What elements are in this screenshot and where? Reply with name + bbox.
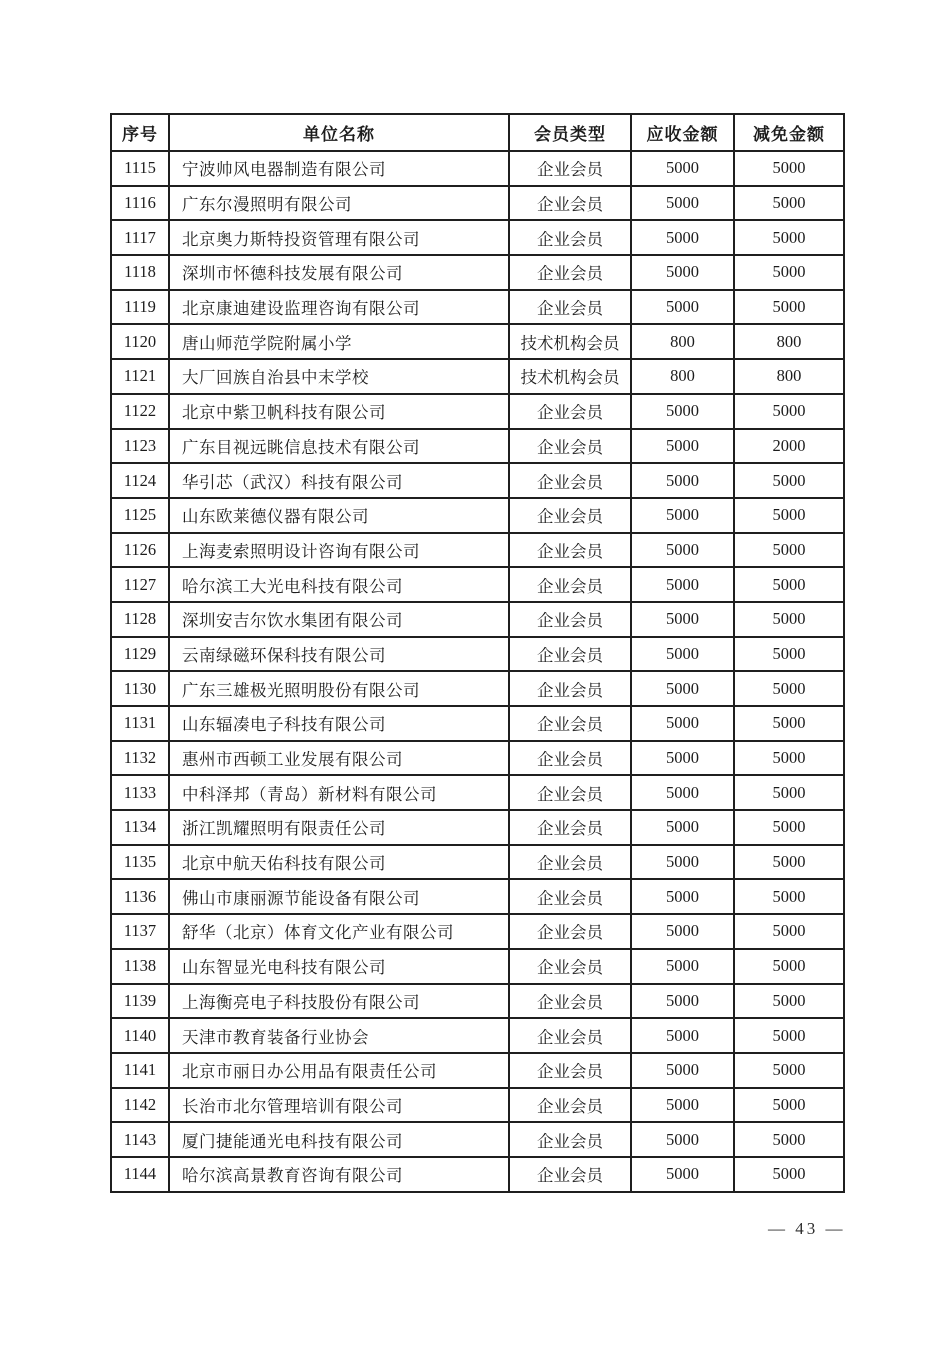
table-row [111, 290, 844, 325]
cell-unit-name: 北京康迪建设监理咨询有限公司 [169, 290, 509, 325]
cell-serial: 1119 [111, 290, 169, 325]
cell-receivable: 5000 [631, 706, 734, 741]
table-row [111, 255, 844, 290]
table-row [111, 463, 844, 498]
table-row [111, 429, 844, 464]
cell-reduction: 5000 [734, 220, 844, 255]
col-header-reduction: 减免金额 [734, 114, 844, 151]
cell-reduction: 5000 [734, 1122, 844, 1157]
cell-serial: 1123 [111, 429, 169, 464]
cell-reduction: 5000 [734, 151, 844, 186]
cell-unit-name: 广东三雄极光照明股份有限公司 [169, 671, 509, 706]
page-number: — 43 — [768, 1219, 846, 1238]
cell-receivable: 5000 [631, 637, 734, 672]
table-row [111, 879, 844, 914]
cell-receivable: 5000 [631, 879, 734, 914]
cell-unit-name: 山东辐凑电子科技有限公司 [169, 706, 509, 741]
cell-serial: 1144 [111, 1157, 169, 1192]
table-row [111, 359, 844, 394]
cell-serial: 1132 [111, 741, 169, 776]
cell-serial: 1137 [111, 914, 169, 949]
cell-serial: 1125 [111, 498, 169, 533]
cell-reduction: 5000 [734, 602, 844, 637]
table-row [111, 949, 844, 984]
cell-receivable: 5000 [631, 1018, 734, 1053]
cell-reduction: 5000 [734, 567, 844, 602]
cell-receivable: 5000 [631, 255, 734, 290]
cell-member-type: 企业会员 [509, 706, 631, 741]
cell-member-type: 企业会员 [509, 775, 631, 810]
cell-reduction: 5000 [734, 1157, 844, 1192]
cell-reduction: 5000 [734, 706, 844, 741]
cell-receivable: 5000 [631, 810, 734, 845]
cell-reduction: 5000 [734, 984, 844, 1019]
cell-unit-name: 北京中航天佑科技有限公司 [169, 845, 509, 880]
cell-member-type: 企业会员 [509, 1018, 631, 1053]
col-header-receivable: 应收金额 [631, 114, 734, 151]
cell-member-type: 企业会员 [509, 1088, 631, 1123]
cell-serial: 1128 [111, 602, 169, 637]
cell-member-type: 企业会员 [509, 290, 631, 325]
cell-reduction: 5000 [734, 637, 844, 672]
cell-receivable: 5000 [631, 602, 734, 637]
col-header-serial: 序号 [111, 114, 169, 151]
cell-unit-name: 惠州市西顿工业发展有限公司 [169, 741, 509, 776]
cell-member-type: 企业会员 [509, 984, 631, 1019]
member-fee-table [110, 113, 845, 1193]
cell-reduction: 5000 [734, 1053, 844, 1088]
cell-receivable: 5000 [631, 290, 734, 325]
cell-serial: 1135 [111, 845, 169, 880]
table-row [111, 567, 844, 602]
table-row [111, 1088, 844, 1123]
table-row [111, 324, 844, 359]
cell-unit-name: 哈尔滨高景教育咨询有限公司 [169, 1157, 509, 1192]
cell-reduction: 5000 [734, 186, 844, 221]
cell-member-type: 企业会员 [509, 220, 631, 255]
col-header-unit-name: 单位名称 [169, 114, 509, 151]
cell-reduction: 5000 [734, 810, 844, 845]
cell-member-type: 企业会员 [509, 151, 631, 186]
cell-unit-name: 中科泽邦（青岛）新材料有限公司 [169, 775, 509, 810]
cell-receivable: 5000 [631, 741, 734, 776]
cell-reduction: 5000 [734, 775, 844, 810]
table-row [111, 775, 844, 810]
cell-member-type: 技术机构会员 [509, 324, 631, 359]
cell-unit-name: 宁波帅风电器制造有限公司 [169, 151, 509, 186]
cell-unit-name: 厦门捷能通光电科技有限公司 [169, 1122, 509, 1157]
cell-unit-name: 大厂回族自治县中末学校 [169, 359, 509, 394]
col-header-member-type: 会员类型 [509, 114, 631, 151]
cell-unit-name: 深圳安吉尔饮水集团有限公司 [169, 602, 509, 637]
cell-member-type: 企业会员 [509, 1122, 631, 1157]
cell-receivable: 5000 [631, 567, 734, 602]
cell-serial: 1136 [111, 879, 169, 914]
cell-receivable: 5000 [631, 151, 734, 186]
cell-receivable: 5000 [631, 984, 734, 1019]
cell-member-type: 企业会员 [509, 186, 631, 221]
cell-unit-name: 浙江凯耀照明有限责任公司 [169, 810, 509, 845]
cell-reduction: 5000 [734, 845, 844, 880]
table-row [111, 914, 844, 949]
cell-unit-name: 深圳市怀德科技发展有限公司 [169, 255, 509, 290]
table-row [111, 741, 844, 776]
cell-member-type: 企业会员 [509, 463, 631, 498]
cell-serial: 1141 [111, 1053, 169, 1088]
cell-receivable: 800 [631, 359, 734, 394]
cell-unit-name: 哈尔滨工大光电科技有限公司 [169, 567, 509, 602]
cell-member-type: 企业会员 [509, 741, 631, 776]
table-row [111, 1157, 844, 1192]
cell-member-type: 企业会员 [509, 429, 631, 464]
cell-serial: 1118 [111, 255, 169, 290]
cell-member-type: 企业会员 [509, 567, 631, 602]
cell-receivable: 5000 [631, 671, 734, 706]
cell-unit-name: 北京中紫卫帆科技有限公司 [169, 394, 509, 429]
cell-unit-name: 华引芯（武汉）科技有限公司 [169, 463, 509, 498]
cell-serial: 1115 [111, 151, 169, 186]
table-row [111, 394, 844, 429]
cell-receivable: 5000 [631, 914, 734, 949]
cell-receivable: 5000 [631, 498, 734, 533]
cell-reduction: 2000 [734, 429, 844, 464]
table-row [111, 984, 844, 1019]
cell-member-type: 企业会员 [509, 637, 631, 672]
cell-unit-name: 长治市北尔管理培训有限公司 [169, 1088, 509, 1123]
cell-unit-name: 广东目视远眺信息技术有限公司 [169, 429, 509, 464]
table-row [111, 220, 844, 255]
cell-unit-name: 山东智显光电科技有限公司 [169, 949, 509, 984]
cell-serial: 1139 [111, 984, 169, 1019]
cell-serial: 1126 [111, 533, 169, 568]
cell-member-type: 企业会员 [509, 498, 631, 533]
cell-reduction: 5000 [734, 671, 844, 706]
table-row [111, 1053, 844, 1088]
table-row [111, 706, 844, 741]
table-row [111, 845, 844, 880]
cell-reduction: 5000 [734, 1088, 844, 1123]
cell-receivable: 5000 [631, 1122, 734, 1157]
cell-unit-name: 山东欧莱德仪器有限公司 [169, 498, 509, 533]
cell-serial: 1121 [111, 359, 169, 394]
cell-reduction: 5000 [734, 463, 844, 498]
cell-unit-name: 北京市丽日办公用品有限责任公司 [169, 1053, 509, 1088]
cell-member-type: 企业会员 [509, 1157, 631, 1192]
cell-serial: 1140 [111, 1018, 169, 1053]
cell-member-type: 企业会员 [509, 949, 631, 984]
cell-member-type: 企业会员 [509, 879, 631, 914]
cell-receivable: 5000 [631, 775, 734, 810]
cell-receivable: 5000 [631, 845, 734, 880]
cell-reduction: 5000 [734, 879, 844, 914]
cell-receivable: 5000 [631, 949, 734, 984]
table-row [111, 671, 844, 706]
cell-reduction: 5000 [734, 498, 844, 533]
cell-receivable: 800 [631, 324, 734, 359]
cell-member-type: 企业会员 [509, 845, 631, 880]
cell-member-type: 技术机构会员 [509, 359, 631, 394]
cell-reduction: 5000 [734, 533, 844, 568]
table-row [111, 1122, 844, 1157]
cell-member-type: 企业会员 [509, 533, 631, 568]
cell-reduction: 5000 [734, 914, 844, 949]
cell-serial: 1134 [111, 810, 169, 845]
cell-reduction: 5000 [734, 290, 844, 325]
cell-serial: 1127 [111, 567, 169, 602]
cell-receivable: 5000 [631, 1053, 734, 1088]
cell-serial: 1133 [111, 775, 169, 810]
table-row [111, 186, 844, 221]
cell-reduction: 800 [734, 324, 844, 359]
cell-reduction: 5000 [734, 949, 844, 984]
cell-serial: 1129 [111, 637, 169, 672]
cell-unit-name: 北京奥力斯特投资管理有限公司 [169, 220, 509, 255]
cell-receivable: 5000 [631, 394, 734, 429]
cell-receivable: 5000 [631, 220, 734, 255]
cell-member-type: 企业会员 [509, 255, 631, 290]
cell-serial: 1122 [111, 394, 169, 429]
cell-serial: 1120 [111, 324, 169, 359]
table-row [111, 533, 844, 568]
table-row [111, 498, 844, 533]
table-header-row [111, 114, 844, 151]
cell-unit-name: 佛山市康丽源节能设备有限公司 [169, 879, 509, 914]
cell-member-type: 企业会员 [509, 810, 631, 845]
table-row [111, 1018, 844, 1053]
cell-receivable: 5000 [631, 463, 734, 498]
cell-member-type: 企业会员 [509, 671, 631, 706]
cell-serial: 1130 [111, 671, 169, 706]
cell-serial: 1138 [111, 949, 169, 984]
cell-receivable: 5000 [631, 1088, 734, 1123]
cell-unit-name: 上海衡亮电子科技股份有限公司 [169, 984, 509, 1019]
cell-reduction: 800 [734, 359, 844, 394]
cell-serial: 1143 [111, 1122, 169, 1157]
cell-serial: 1124 [111, 463, 169, 498]
cell-unit-name: 唐山师范学院附属小学 [169, 324, 509, 359]
cell-unit-name: 云南绿磁环保科技有限公司 [169, 637, 509, 672]
cell-serial: 1116 [111, 186, 169, 221]
cell-reduction: 5000 [734, 741, 844, 776]
cell-unit-name: 天津市教育装备行业协会 [169, 1018, 509, 1053]
table-body [111, 151, 844, 1192]
cell-serial: 1142 [111, 1088, 169, 1123]
table-row [111, 602, 844, 637]
cell-unit-name: 广东尔漫照明有限公司 [169, 186, 509, 221]
cell-serial: 1131 [111, 706, 169, 741]
cell-member-type: 企业会员 [509, 602, 631, 637]
cell-serial: 1117 [111, 220, 169, 255]
cell-member-type: 企业会员 [509, 394, 631, 429]
cell-unit-name: 舒华（北京）体育文化产业有限公司 [169, 914, 509, 949]
cell-receivable: 5000 [631, 533, 734, 568]
cell-member-type: 企业会员 [509, 1053, 631, 1088]
cell-reduction: 5000 [734, 1018, 844, 1053]
cell-reduction: 5000 [734, 255, 844, 290]
cell-receivable: 5000 [631, 1157, 734, 1192]
cell-receivable: 5000 [631, 429, 734, 464]
cell-member-type: 企业会员 [509, 914, 631, 949]
cell-reduction: 5000 [734, 394, 844, 429]
table-row [111, 810, 844, 845]
cell-unit-name: 上海麦索照明设计咨询有限公司 [169, 533, 509, 568]
cell-receivable: 5000 [631, 186, 734, 221]
table-row [111, 637, 844, 672]
table-row [111, 151, 844, 186]
